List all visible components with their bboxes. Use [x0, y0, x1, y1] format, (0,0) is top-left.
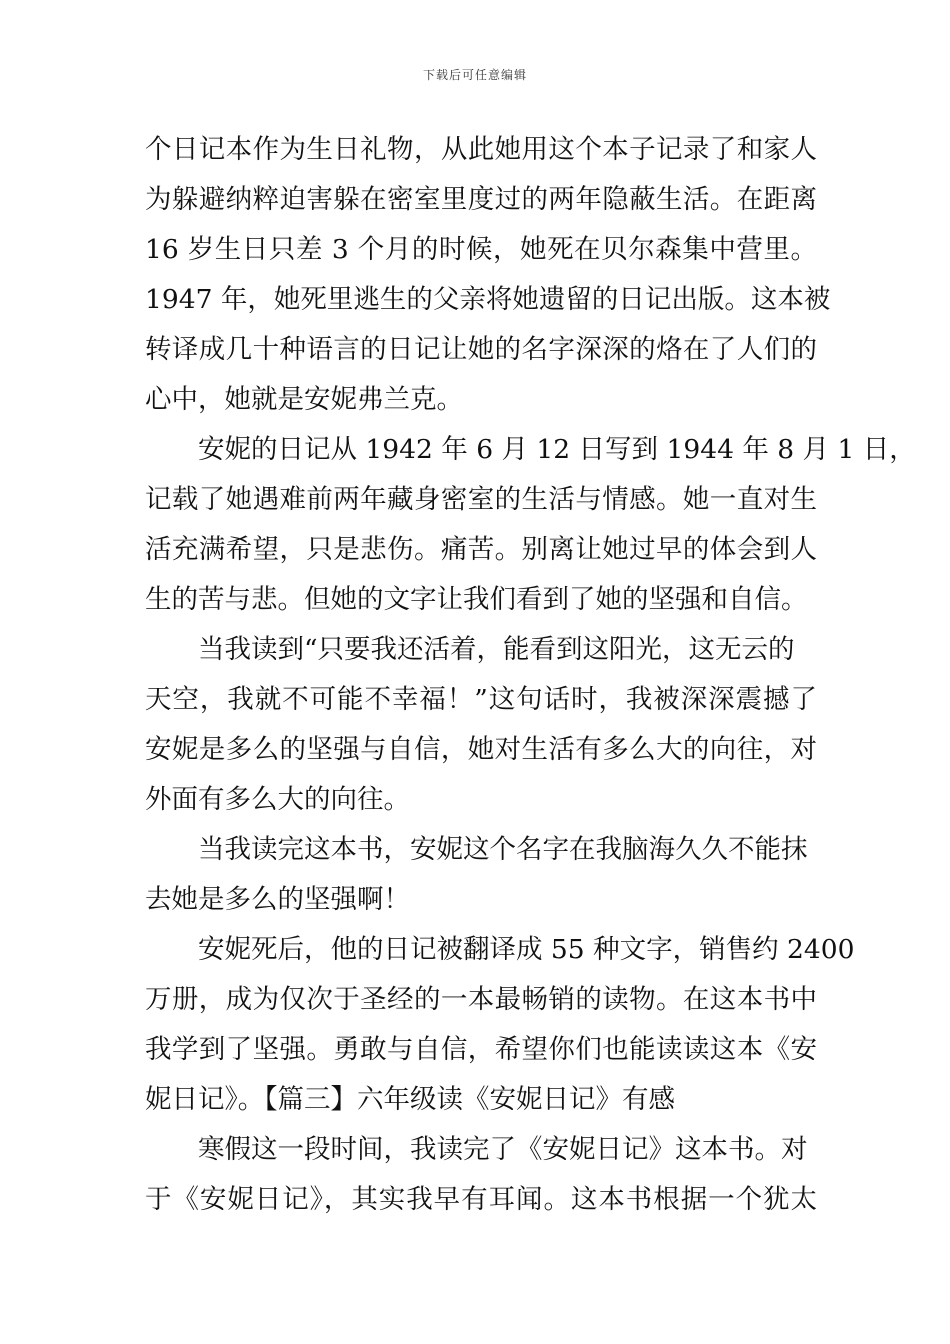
- text-line: 当我读到“只要我还活着，能看到这阳光，这无云的: [198, 634, 795, 665]
- text-line: 安妮是多么的坚强与自信，她对生活有多么大的向往，对: [145, 734, 817, 765]
- text-line: 活充满希望，只是悲伤。痛苦。别离让她过早的体会到人: [145, 534, 817, 565]
- text-line: 个日记本作为生日礼物，从此她用这个本子记录了和家人: [145, 134, 817, 165]
- text-line: 天空，我就不可能不幸福！”这句话时，我被深深震撼了: [145, 684, 817, 715]
- text-line: 为躲避纳粹迫害躲在密室里度过的两年隐蔽生活。在距离: [145, 184, 817, 215]
- text-line: 16 岁生日只差 3 个月的时候，她死在贝尔森集中营里。: [145, 234, 817, 265]
- text-line: 万册，成为仅次于圣经的一本最畅销的读物。在这本书中: [145, 984, 817, 1015]
- text-line: 外面有多么大的向往。: [145, 784, 410, 815]
- text-line: 安妮死后，他的日记被翻译成 55 种文字，销售约 2400: [198, 934, 855, 965]
- text-line: 当我读完这本书，安妮这个名字在我脑海久久不能抹: [198, 834, 808, 865]
- text-line: 1947 年，她死里逃生的父亲将她遗留的日记出版。这本被: [145, 284, 831, 315]
- text-line: 记载了她遇难前两年藏身密室的生活与情感。她一直对生: [145, 484, 817, 515]
- text-line: 生的苦与悲。但她的文字让我们看到了她的坚强和自信。: [145, 584, 808, 615]
- text-line: 于《安妮日记》，其实我早有耳闻。这本书根据一个犹太: [145, 1184, 817, 1215]
- text-line: 去她是多么的坚强啊！: [145, 884, 410, 915]
- page-header: 下载后可任意编辑: [422, 68, 527, 82]
- text-line: 心中，她就是安妮弗兰克。: [145, 384, 463, 415]
- text-line: 转译成几十种语言的日记让她的名字深深的烙在了人们的: [145, 334, 817, 365]
- text-line: 寒假这一段时间，我读完了《安妮日记》这本书。对: [198, 1134, 808, 1165]
- text-line: 我学到了坚强。勇敢与自信，希望你们也能读读这本《安: [145, 1034, 817, 1065]
- text-line: 妮日记》。【篇三】六年级读《安妮日记》有感: [145, 1084, 675, 1115]
- text-line: 安妮的日记从 1942 年 6 月 12 日写到 1944 年 8 月 1 日，: [198, 434, 916, 465]
- document-body: [145, 128, 916, 1228]
